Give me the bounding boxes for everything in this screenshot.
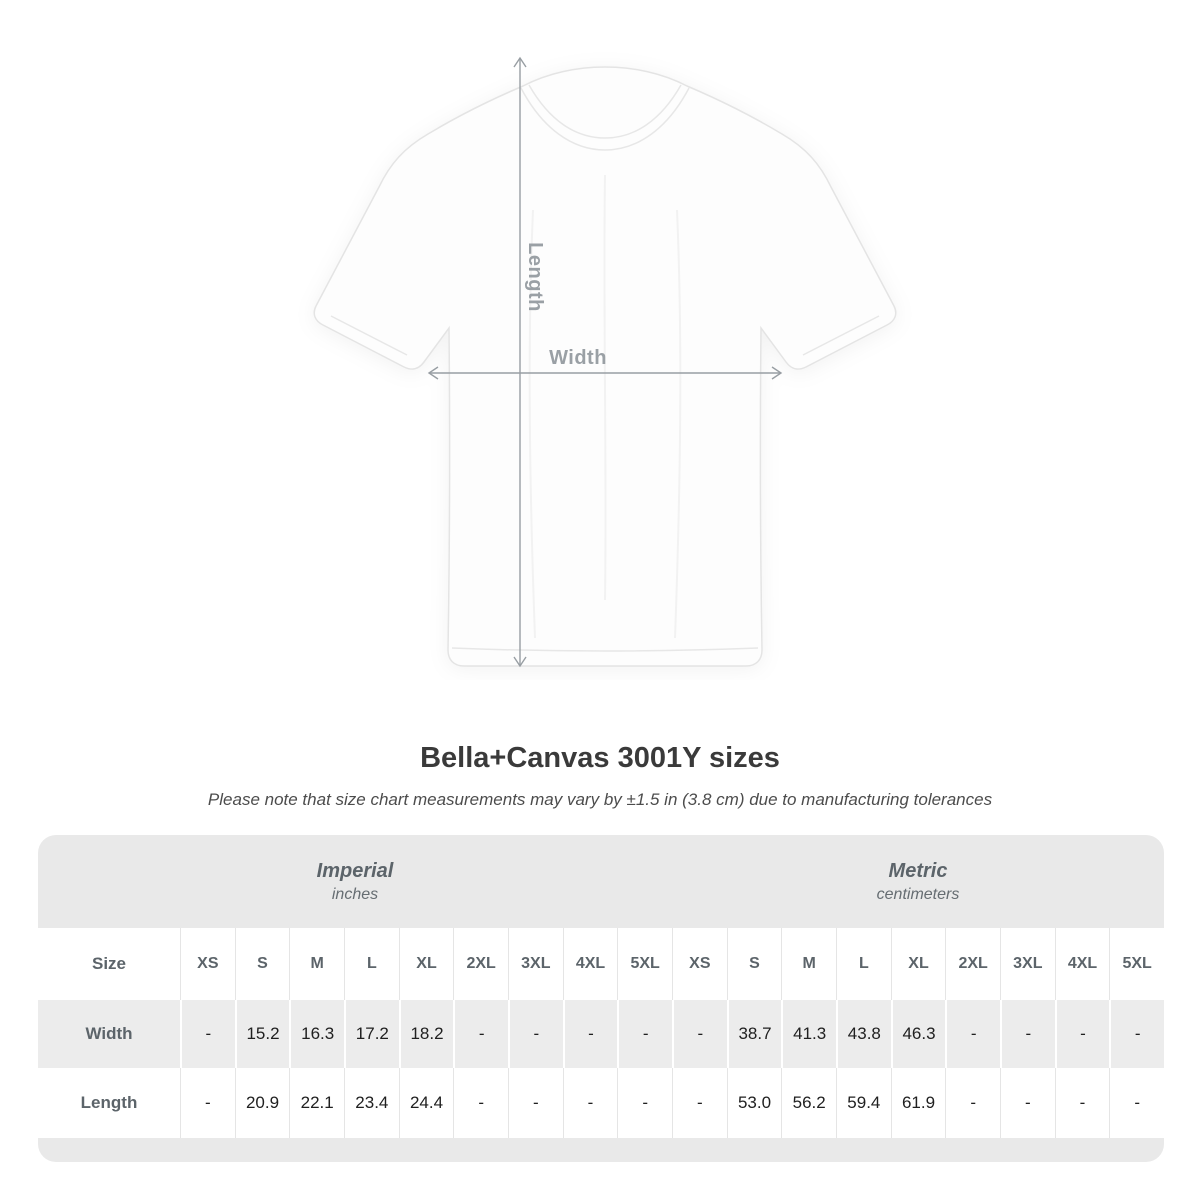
size-header-cell: M [289, 928, 344, 1000]
row-label-cell: Width [85, 1024, 133, 1043]
imperial-value-cell: 23.4 [344, 1068, 399, 1138]
tshirt-image [290, 40, 920, 680]
imperial-value-cell: - [508, 1000, 563, 1068]
metric-value-cell: - [945, 1000, 1000, 1068]
imperial-value-cell: 22.1 [289, 1068, 344, 1138]
metric-value-cell: - [672, 1068, 727, 1138]
metric-value-cell: - [1000, 1000, 1055, 1068]
width-dimension-label: Width [549, 347, 607, 369]
length-row [38, 1068, 1164, 1138]
metric-value-cell: - [1109, 1068, 1164, 1138]
size-header-cell: 5XL [1109, 928, 1164, 1000]
metric-value-cell: 59.4 [836, 1068, 891, 1138]
metric-value-cell: 46.3 [891, 1000, 946, 1068]
size-header-cell: M [781, 928, 836, 1000]
imperial-value-cell: 17.2 [344, 1000, 399, 1068]
row-label-cell: Length [80, 1093, 138, 1112]
imperial-value-cell: - [453, 1000, 508, 1068]
size-column-header: Size [91, 954, 127, 973]
size-header-cell: 2XL [453, 928, 508, 1000]
metric-value-cell: 43.8 [836, 1000, 891, 1068]
size-grid [38, 928, 1164, 1138]
size-header-cell: S [235, 928, 290, 1000]
imperial-value-cell: - [617, 1068, 672, 1138]
size-chart-table [38, 835, 1164, 1162]
imperial-value-cell: - [180, 1000, 235, 1068]
tshirt-measure-diagram [290, 40, 920, 680]
imperial-value-cell: 18.2 [399, 1000, 454, 1068]
size-header-cell: XL [891, 928, 946, 1000]
size-header-cell: 5XL [617, 928, 672, 1000]
metric-value-cell: 41.3 [781, 1000, 836, 1068]
imperial-label: Imperial [316, 859, 394, 882]
metric-label: Metric [888, 859, 948, 882]
metric-value-cell: - [672, 1000, 727, 1068]
page-title: Bella+Canvas 3001Y sizes [420, 742, 780, 774]
imperial-value-cell: 24.4 [399, 1068, 454, 1138]
imperial-value-cell: - [508, 1068, 563, 1138]
table-footer-band [38, 1138, 1164, 1162]
size-header-cell: L [836, 928, 891, 1000]
imperial-value-cell: - [180, 1068, 235, 1138]
metric-value-cell: - [1055, 1068, 1110, 1138]
size-header-cell: S [727, 928, 782, 1000]
imperial-value-cell: 15.2 [235, 1000, 290, 1068]
metric-value-cell: 38.7 [727, 1000, 782, 1068]
size-header-cell: 3XL [1000, 928, 1055, 1000]
imperial-value-cell: - [617, 1000, 672, 1068]
length-dimension-label: Length [524, 242, 546, 312]
imperial-unit-label: inches [331, 885, 379, 903]
metric-value-cell: 61.9 [891, 1068, 946, 1138]
imperial-value-cell: 16.3 [289, 1000, 344, 1068]
size-header-cell: 4XL [1055, 928, 1110, 1000]
metric-value-cell: - [1109, 1000, 1164, 1068]
imperial-value-cell: 20.9 [235, 1068, 290, 1138]
unit-header-band [38, 835, 1164, 928]
width-row [38, 1000, 1164, 1068]
metric-unit-label: centimeters [876, 885, 960, 903]
size-header-cell: L [344, 928, 399, 1000]
size-header-cell: XS [672, 928, 727, 1000]
imperial-value-cell: - [453, 1068, 508, 1138]
imperial-value-cell: - [563, 1000, 618, 1068]
metric-value-cell: 53.0 [727, 1068, 782, 1138]
size-header-cell: 2XL [945, 928, 1000, 1000]
size-header-cell: XL [399, 928, 454, 1000]
size-header-row [38, 928, 1164, 1000]
imperial-value-cell: - [563, 1068, 618, 1138]
metric-value-cell: - [1000, 1068, 1055, 1138]
metric-header [672, 835, 1164, 928]
size-header-cell: 3XL [508, 928, 563, 1000]
size-header-cell: XS [180, 928, 235, 1000]
metric-value-cell: 56.2 [781, 1068, 836, 1138]
metric-value-cell: - [945, 1068, 1000, 1138]
tolerance-note: Please note that size chart measurements may vary by ±1.5 in (3.8 cm) due to manufacturing tolerances [207, 790, 993, 809]
wrinkle-line [604, 175, 605, 600]
size-header-cell: 4XL [563, 928, 618, 1000]
metric-value-cell: - [1055, 1000, 1110, 1068]
imperial-header [38, 835, 672, 928]
